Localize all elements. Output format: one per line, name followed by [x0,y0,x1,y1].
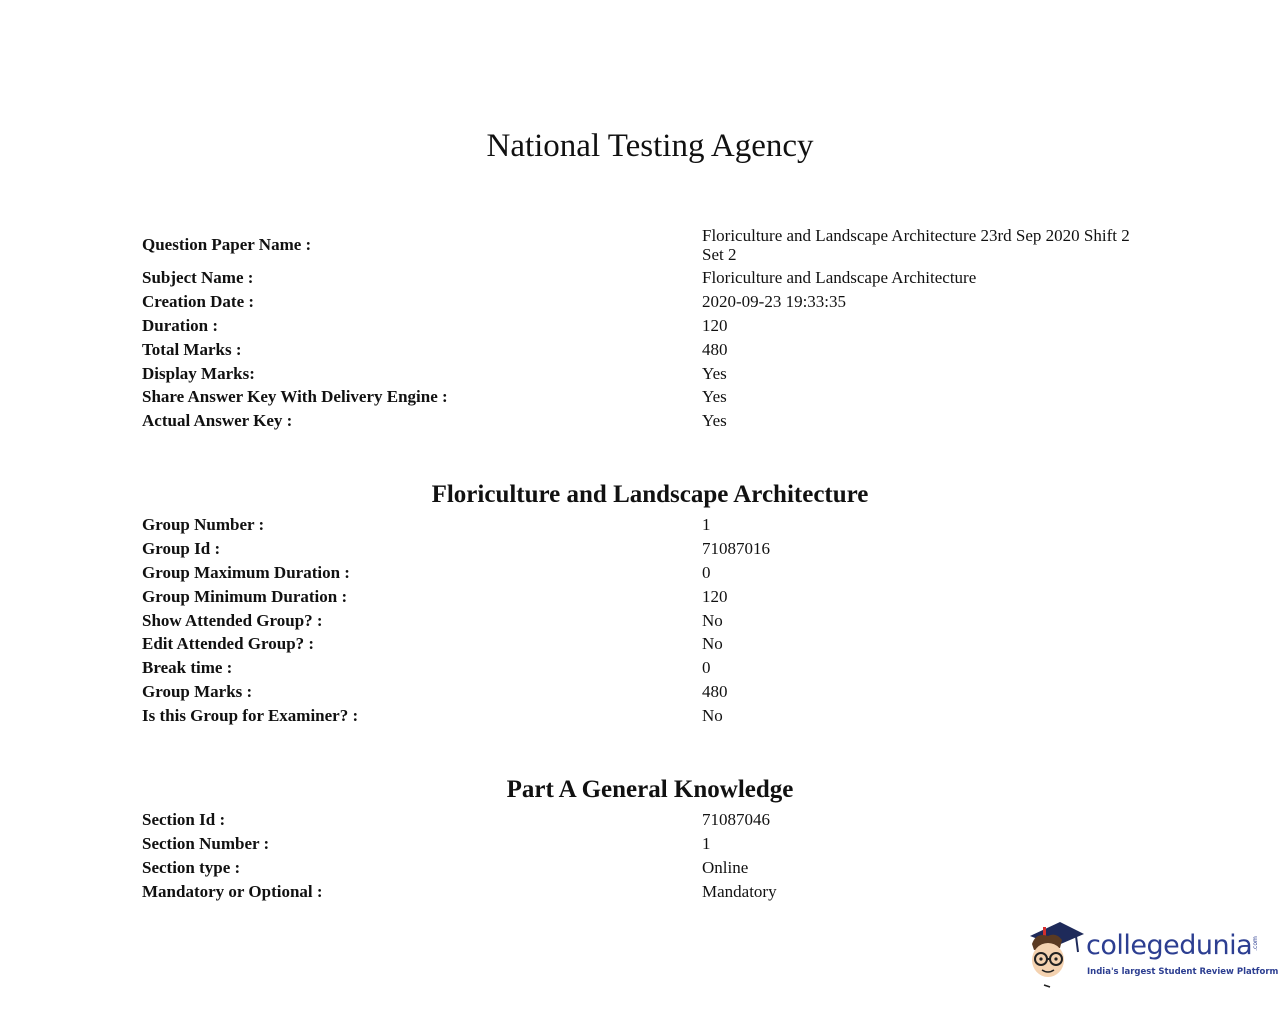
table-row [142,314,1152,338]
field-value-line: Set 2 [702,244,737,264]
field-label: Display Marks: [142,363,255,383]
field-value: Yes [702,387,727,407]
field-label: Group Marks : [142,681,253,701]
page-title: National Testing Agency [486,128,814,164]
student-mascot-icon [1026,918,1088,988]
field-value: 120 [702,315,728,335]
field-label: Section Number : [142,834,270,854]
table-row [142,879,1152,903]
field-value: Yes [702,363,727,383]
field-label: Mandatory or Optional : [142,881,323,901]
field-label: Section Id : [142,810,226,830]
field-value [702,223,1152,266]
section-info-table [142,808,1152,903]
table-row [142,337,1152,361]
field-value: 2020-09-23 19:33:35 [702,292,847,312]
field-value: 1 [702,834,711,854]
field-label: Question Paper Name : [142,235,312,254]
table-row [142,584,1152,608]
field-value: 0 [702,658,711,678]
field-label: Group Id : [142,539,221,559]
field-value: 71087046 [702,810,770,830]
brand-tagline: India's largest Student Review Platform [1087,967,1279,977]
field-value: Mandatory [702,881,777,901]
field-label: Is this Group for Examiner? : [142,705,359,725]
field-value: 480 [702,681,728,701]
table-row [142,832,1152,856]
field-value: Yes [702,411,727,431]
field-label: Show Attended Group? : [142,610,323,630]
table-row [142,537,1152,561]
field-label: Section type : [142,857,241,877]
field-value: 480 [702,339,728,359]
table-row [142,808,1152,832]
field-label: Share Answer Key With Delivery Engine : [142,387,448,407]
table-row [142,680,1152,704]
field-label: Edit Attended Group? : [142,634,315,654]
group-heading: Floriculture and Landscape Architecture [431,481,869,508]
section-heading: Part A General Knowledge [506,776,794,803]
table-row [142,856,1152,880]
brand-name: collegedunia [1086,930,1253,961]
field-value: 0 [702,562,711,582]
field-label: Group Number : [142,515,265,535]
table-row [142,266,1152,290]
table-row [142,385,1152,409]
field-value: 1 [702,515,711,535]
table-row [142,513,1152,537]
table-row [142,409,1152,433]
field-label: Total Marks : [142,339,242,359]
collegedunia-watermark [1026,918,1279,988]
field-label: Duration : [142,315,219,335]
table-row [142,561,1152,585]
field-value: 71087016 [702,539,770,559]
field-label: Actual Answer Key : [142,411,293,431]
field-label: Break time : [142,658,233,678]
field-value: 120 [702,586,728,606]
table-row [142,223,1152,266]
field-label: Group Maximum Duration : [142,562,350,582]
field-value-line: Floriculture and Landscape Architecture 23rd Sep 2020 Shift 2 [702,225,1130,245]
table-row [142,656,1152,680]
field-value: No [702,610,723,630]
table-row [142,703,1152,727]
field-value: No [702,705,723,725]
table-row [142,290,1152,314]
field-label: Subject Name : [142,268,254,288]
table-row [142,608,1152,632]
paper-info-table [142,223,1152,433]
field-value: No [702,634,723,654]
brand-suffix: .com [1251,936,1259,951]
field-value: Floriculture and Landscape Architecture [702,268,977,288]
group-info-table [142,513,1152,727]
field-value: Online [702,857,749,877]
field-label: Group Minimum Duration : [142,586,348,606]
field-label: Creation Date : [142,292,255,312]
table-row [142,361,1152,385]
table-row [142,632,1152,656]
